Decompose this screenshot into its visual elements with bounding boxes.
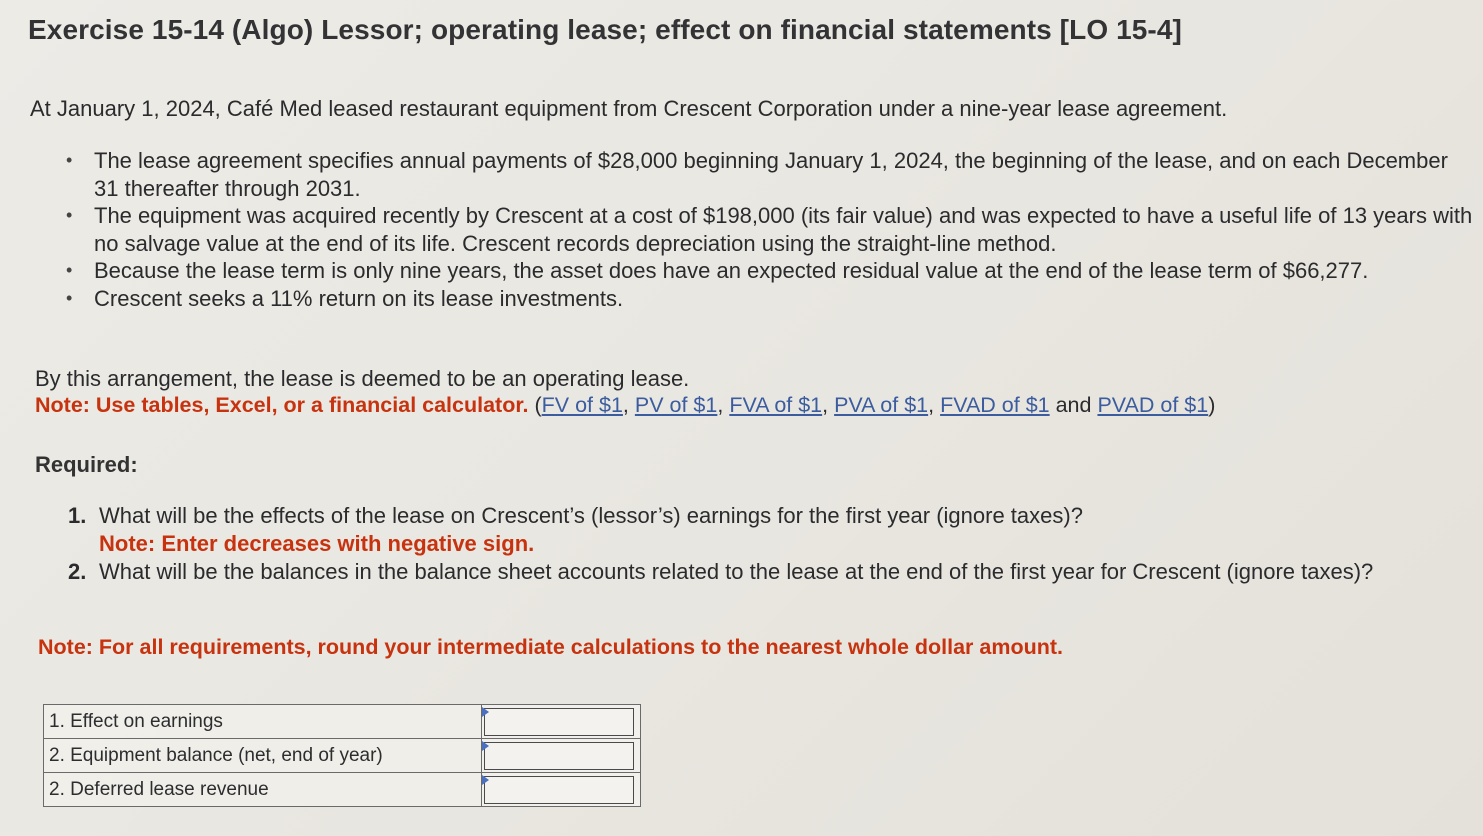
separator: ,	[717, 393, 730, 417]
bullet-icon: •	[66, 287, 73, 308]
table-row	[44, 739, 641, 773]
fv-table-link[interactable]: FV of $1	[541, 393, 623, 417]
bullet-text: Because the lease term is only nine years, the asset does have an expected residual value at the end of the lease term of $66,277.	[94, 258, 1369, 283]
question-number: 1.	[68, 503, 87, 528]
bullet-text: The equipment was acquired recently by Crescent at a cost of $198,000 (its fair value) and was expected to have a useful life of 13 years with no salvage value at the end of its life. Crescent records depreciation using the straight-line method.	[94, 203, 1473, 256]
lease-facts-list	[60, 147, 1478, 312]
effect-on-earnings-input[interactable]	[484, 708, 634, 736]
pvad-table-link[interactable]: PVAD of $1	[1097, 393, 1209, 417]
answer-cell	[482, 773, 641, 807]
input-marker-icon	[482, 775, 489, 785]
deferred-lease-revenue-label: 2. Deferred lease revenue	[44, 773, 482, 807]
bullet-icon: •	[66, 205, 73, 225]
bullet-text: Crescent seeks a 11% return on its lease investments.	[94, 285, 624, 311]
separator: ,	[928, 393, 941, 417]
table-row	[44, 705, 641, 739]
input-marker-icon	[482, 741, 489, 751]
pv-table-link[interactable]: PV of $1	[634, 393, 718, 417]
input-marker-icon	[482, 707, 489, 717]
separator: ,	[622, 393, 635, 417]
close-paren: )	[1208, 393, 1216, 417]
deferred-lease-revenue-input[interactable]	[484, 776, 634, 804]
equipment-balance-label: 2. Equipment balance (net, end of year)	[44, 739, 482, 773]
list-item	[60, 285, 1478, 313]
fvad-table-link[interactable]: FVAD of $1	[940, 393, 1050, 417]
question-item	[64, 502, 1478, 558]
arrangement-text: By this arrangement, the lease is deemed to be an operating lease.	[35, 366, 690, 391]
list-item	[60, 147, 1478, 202]
question-item	[64, 558, 1478, 586]
tables-note-label: Note: Use tables, Excel, or a financial calculator.	[35, 393, 529, 417]
table-row	[44, 773, 641, 807]
intro-paragraph: At January 1, 2024, Café Med leased restaurant equipment from Crescent Corporation under a nine-year lease agreement.	[30, 96, 1228, 121]
tables-note	[35, 393, 1215, 418]
list-item	[60, 202, 1478, 257]
pva-table-link[interactable]: PVA of $1	[834, 393, 929, 417]
answer-cell	[482, 739, 641, 773]
separator: ,	[822, 393, 835, 417]
questions-list	[64, 502, 1478, 586]
rounding-note: Note: For all requirements, round your intermediate calculations to the nearest whole dollar amount.	[38, 635, 1064, 659]
answer-cell	[482, 705, 641, 739]
bullet-icon: •	[66, 260, 73, 280]
effect-on-earnings-label: 1. Effect on earnings	[44, 705, 482, 739]
question-text: What will be the effects of the lease on Crescent’s (lessor’s) earnings for the first year (ignore taxes)?	[99, 503, 1083, 528]
question-note: Note: Enter decreases with negative sign.	[99, 531, 535, 556]
and-word: and	[1049, 393, 1098, 417]
open-paren: (	[534, 393, 542, 417]
page-title: Exercise 15-14 (Algo) Lessor; operating lease; effect on financial statements [LO 15-4]	[28, 14, 1182, 45]
question-number: 2.	[68, 559, 87, 584]
required-heading: Required:	[35, 452, 138, 477]
equipment-balance-input[interactable]	[484, 742, 634, 770]
answer-table	[43, 704, 641, 807]
list-item	[60, 257, 1478, 285]
bullet-text: The lease agreement specifies annual payments of $28,000 beginning January 1, 2024, the beginning of the lease, and on each December 31 thereafter through 2031.	[94, 148, 1448, 201]
bullet-icon: •	[66, 150, 73, 170]
question-text: What will be the balances in the balance sheet accounts related to the lease at the end of the first year for Crescent (ignore taxes)?	[99, 559, 1374, 584]
fva-table-link[interactable]: FVA of $1	[729, 393, 823, 417]
